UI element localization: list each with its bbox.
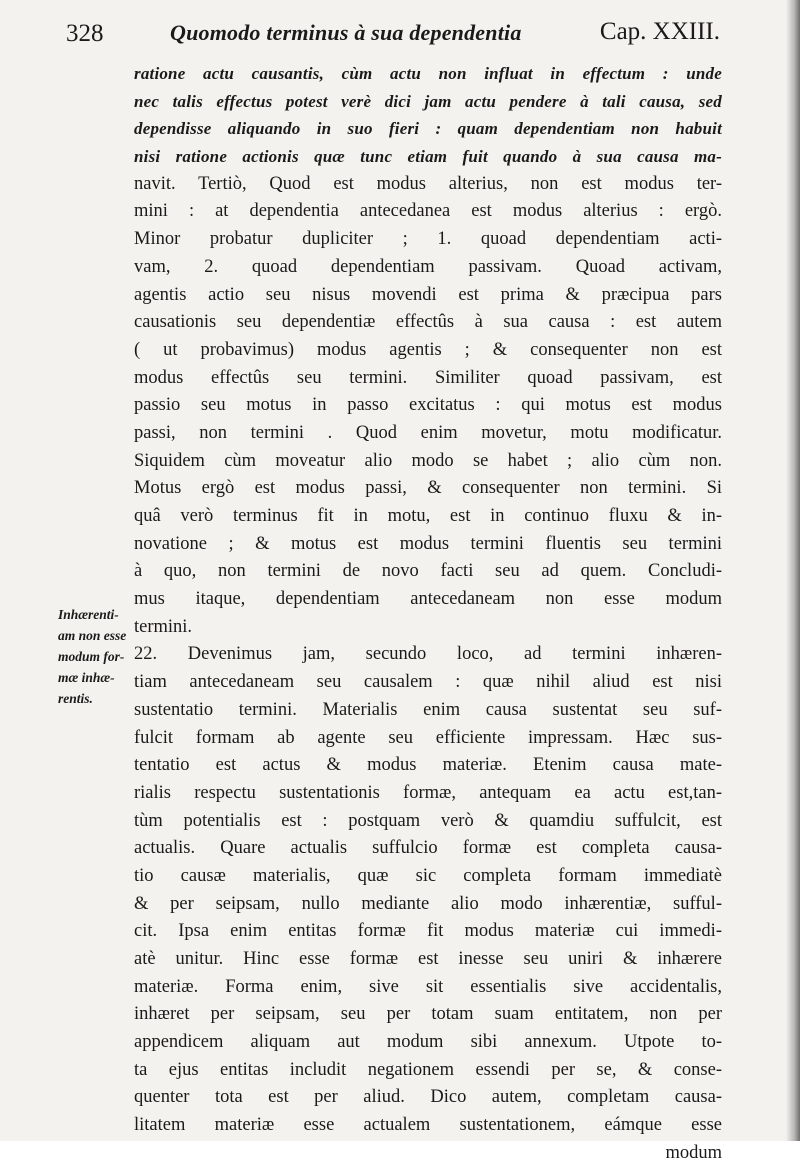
- text-line: mini : at dependentia antecedanea est modus alterius : ergò.: [134, 201, 722, 222]
- text-line: ( ut probavimus) modus agentis ; & consequenter non est: [134, 339, 722, 360]
- text-line: Motus ergò est modus passi, & consequenter non termini. Si: [134, 478, 722, 499]
- page-number: 328: [66, 20, 104, 47]
- chapter-label: Cap. XXIII.: [599, 18, 720, 45]
- text-line: termini.: [134, 616, 193, 637]
- text-line: navit. Tertiò, Quod est modus alterius, non est modus ter-: [134, 173, 722, 194]
- text-line: actualis. Quare actualis suffulcio formæ est completa causa-: [134, 838, 722, 859]
- text-line: fulcit formam ab agente seu efficiente impressam. Hæc sus-: [134, 727, 722, 748]
- text-line: tentatio est actus & modus materiæ. Etenim causa mate-: [134, 755, 722, 776]
- running-head-title: Quomodo terminus à sua dependentia: [170, 20, 522, 45]
- marginal-note-line: mæ inhæ-: [58, 670, 115, 685]
- text-line: materiæ. Forma enim, sive sit essentialis sive accidentalis,: [134, 976, 722, 997]
- body-text: [134, 60, 722, 1168]
- text-line: ratione actu causantis, cùm actu non influat in effectum : unde: [134, 64, 722, 83]
- text-line: mus itaque, dependentiam antecedaneam non esse modum: [134, 589, 722, 610]
- marginal-note-line: rentis.: [58, 691, 93, 706]
- page-edge-shadow: [786, 0, 800, 1141]
- marginal-note-line: Inhærenti-: [58, 607, 119, 622]
- text-line: tio causæ materialis, quæ sic completa formam immediatè: [134, 865, 722, 886]
- marginal-note-line: am non esse: [58, 628, 127, 643]
- text-line: nec talis effectus potest verè dici jam actu pendere à tali causa, sed: [134, 91, 722, 111]
- text-line: atè unitur. Hinc esse formæ est inesse seu uniri & inhærere: [134, 949, 722, 969]
- text-line: cit. Ipsa enim entitas formæ fit modus materiæ cui immedi-: [134, 921, 722, 942]
- text-line: quenter tota est per aliud. Dico autem, completam causa-: [134, 1087, 722, 1108]
- text-line: tùm potentialis est : postquam verò & quamdiu suffulcit, est: [134, 810, 722, 831]
- text-line: inhæret per seipsam, seu per totam suam entitatem, non per: [134, 1004, 722, 1025]
- text-line: & per seipsam, nullo mediante alio modo inhærentiæ, sufful-: [134, 893, 722, 914]
- text-line: vam, 2. quoad dependentiam passivam. Quoad activam,: [134, 256, 722, 277]
- text-line: novatione ; & motus est modus termini fluentis seu termini: [134, 533, 722, 554]
- text-line: causationis seu dependentiæ effectûs à sua causa : est autem: [134, 312, 722, 333]
- text-line: sustentatio termini. Materialis enim causa sustentat seu suf-: [134, 699, 722, 720]
- text-line: litatem materiæ esse actualem sustentationem, eámque esse: [134, 1115, 722, 1136]
- text-line: Siquidem cùm moveatur alio modo se habet ; alio cùm non.: [134, 450, 722, 471]
- text-line: passi, non termini . Quod enim movetur, motu modificatur.: [134, 422, 722, 443]
- marginal-note-line: modum for-: [58, 649, 125, 664]
- text-line: tiam antecedaneam seu causalem : quæ nihil aliud est nisi: [134, 672, 722, 693]
- text-line: rialis respectu sustentationis formæ, antequam ea actu est,tan-: [134, 782, 722, 803]
- text-line: appendicem aliquam aut modum sibi annexum. Utpote to-: [134, 1032, 722, 1053]
- text-line: ta ejus entitas includit negationem essendi per se, & conse-: [134, 1059, 722, 1080]
- text-line: quâ verò terminus fit in motu, est in continuo fluxu & in-: [134, 506, 722, 526]
- text-line: dependisse aliquando in suo fieri : quam dependentiam non habuit: [134, 119, 722, 139]
- text-line: Minor probatur dupliciter ; 1. quoad dependentiam acti-: [134, 229, 722, 250]
- text-line: à quo, non termini de novo facti seu ad quem. Concludi-: [134, 561, 722, 582]
- text-line: 22. Devenimus jam, secundo loco, ad termini inhæren-: [134, 644, 722, 665]
- text-line: agentis actio seu nisus movendi est prima & præcipua pars: [134, 284, 722, 305]
- text-line: modus effectûs seu termini. Similiter quoad passivam, est: [134, 367, 722, 388]
- text-line: passio seu motus in passo excitatus : qui motus est modus: [134, 395, 722, 416]
- running-head: [66, 14, 720, 54]
- marginal-note: [58, 604, 132, 709]
- catchword: modum: [665, 1142, 722, 1163]
- text-line: nisi ratione actionis quæ tunc etiam fuit quando à sua causa ma-: [134, 147, 722, 167]
